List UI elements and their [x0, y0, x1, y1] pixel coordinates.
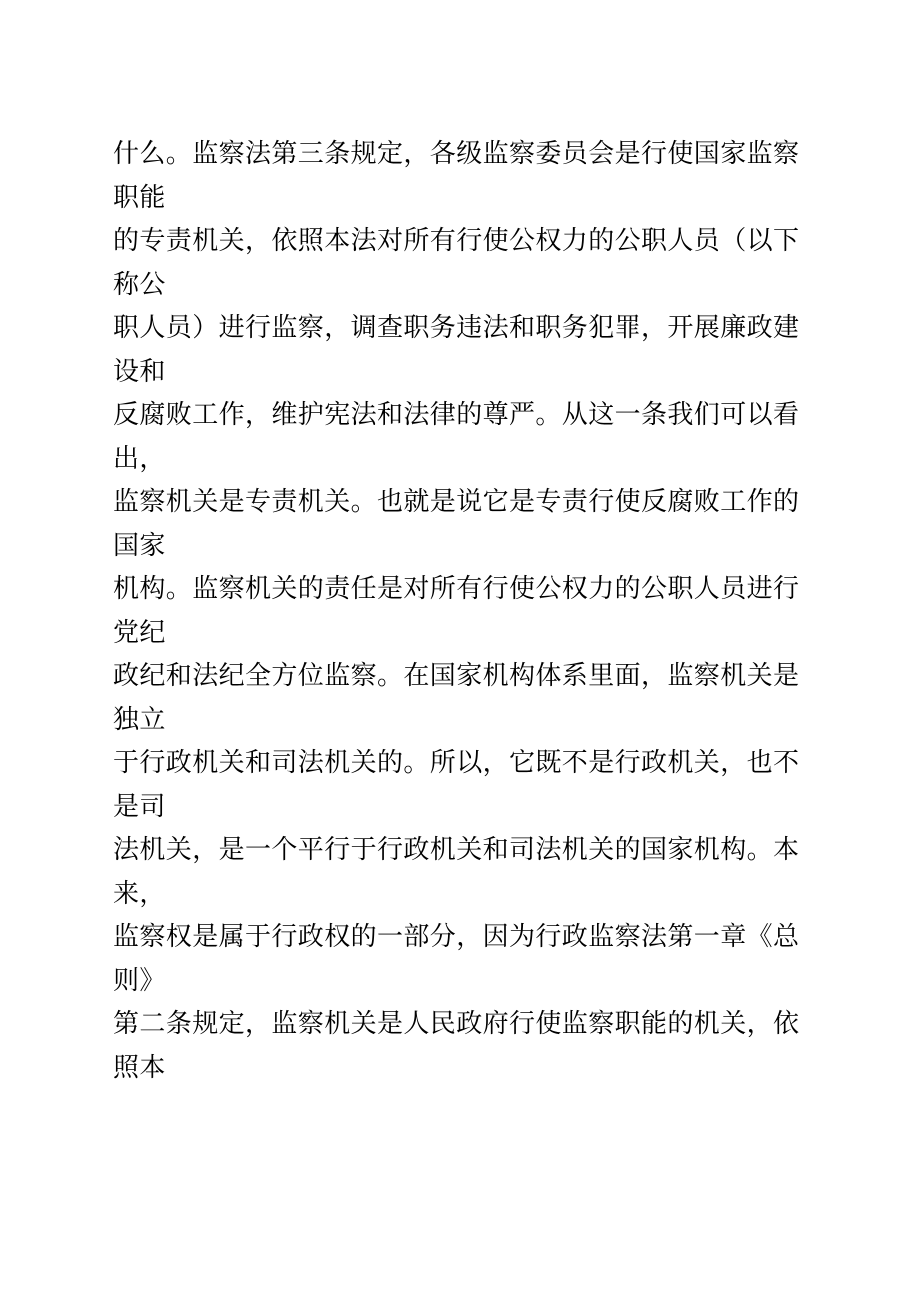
text-line: 来，: [113, 878, 166, 909]
text-line: 照本: [113, 1052, 166, 1083]
text-line: 监察机关是专责机关。也就是说它是专责行使反腐败工作的: [113, 487, 800, 517]
body-text: [113, 133, 813, 1090]
text-line: 称公: [113, 269, 166, 300]
text-line: 政纪和法纪全方位监察。在国家机构体系里面，监察机关是: [113, 661, 800, 691]
text-line: 党纪: [113, 617, 166, 648]
text-line: 是司: [113, 791, 166, 822]
text-line: 职人员）进行监察，调查职务违法和职务犯罪，开展廉政建: [113, 313, 800, 343]
text-line: 则》: [113, 965, 166, 996]
text-line: 设和: [113, 356, 166, 387]
text-line: 国家: [113, 530, 166, 561]
text-line: 的专责机关，依照本法对所有行使公权力的公职人员（以下: [113, 226, 800, 256]
text-line: 职能: [113, 182, 166, 213]
text-line: 法机关，是一个平行于行政机关和司法机关的国家机构。本: [113, 835, 800, 865]
text-line: 机构。监察机关的责任是对所有行使公权力的公职人员进行: [113, 574, 800, 604]
text-line: 反腐败工作，维护宪法和法律的尊严。从这一条我们可以看: [113, 400, 800, 430]
text-line: 什么。监察法第三条规定，各级监察委员会是行使国家监察: [113, 139, 800, 169]
text-line: 第二条规定，监察机关是人民政府行使监察职能的机关，依: [113, 1009, 800, 1039]
text-line: 监察权是属于行政权的一部分，因为行政监察法第一章《总: [113, 922, 800, 952]
text-line: 于行政机关和司法机关的。所以，它既不是行政机关，也不: [113, 748, 800, 778]
text-line: 出，: [113, 443, 166, 474]
text-line: 独立: [113, 704, 166, 735]
